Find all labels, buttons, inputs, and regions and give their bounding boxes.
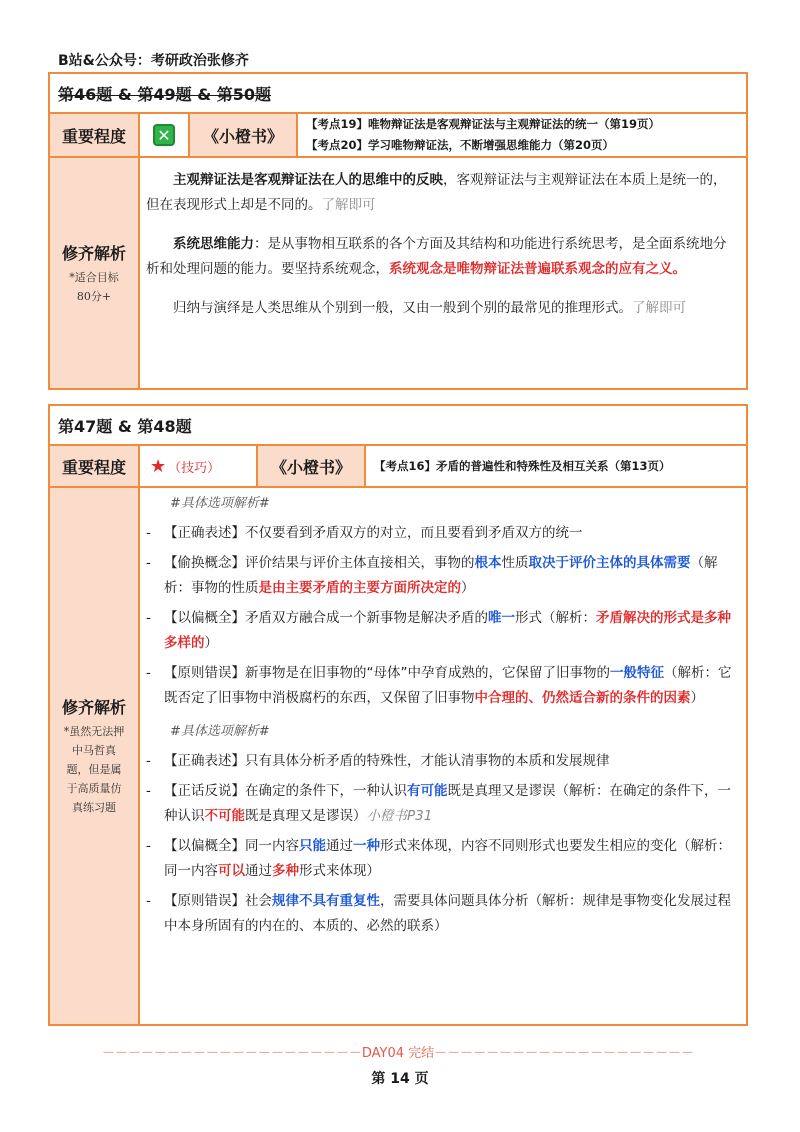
option-a1: [146, 521, 736, 546]
analysis-row: [50, 488, 746, 1024]
t: 【正确表述】只有具体分析矛盾的特殊性，才能认清事物的本质和发展规律: [164, 752, 610, 769]
importance-value: [140, 446, 258, 486]
t-blue: 一般特征: [610, 665, 664, 681]
t: 既是真理又是谬误（解析：在确定的条件下，一种认识: [164, 783, 731, 824]
section-title: [50, 74, 746, 114]
option-text: [164, 749, 736, 774]
footer-divider: －－－－－－－－－－－－－－－－－－－－DAY04 完结－－－－－－－－－－－－－－－－－－－－: [101, 1046, 695, 1061]
t-blue: 有可能: [407, 783, 448, 799]
section-q47-48: [48, 404, 748, 1026]
t-red: 多种: [272, 862, 299, 879]
p1-text: ，客观辩证法与主观辩证法在本质上是统一的，但在表现形式上却是不同的。: [146, 172, 727, 213]
t: 形式来体现，内容不同则形式也要发生相应的变化（解析：同一内容: [164, 838, 731, 879]
t: 【原则错误】社会: [164, 893, 272, 909]
paragraph-3: [146, 296, 736, 321]
red-star-icon: ★: [150, 455, 167, 477]
importance-label: [50, 446, 140, 486]
t-red: 是由主要矛盾的主要方面所决定的: [258, 579, 461, 596]
option-a4: [146, 661, 736, 710]
option-b1: [146, 749, 736, 774]
option-text: [164, 521, 736, 546]
t: （解析：事物的性质: [164, 555, 718, 596]
t: 通过: [326, 838, 353, 854]
option-a2: [146, 551, 736, 600]
key-point-19: 【考点19】唯物辩证法是客观辩证法与主观辩证法的统一（第19页）: [306, 117, 661, 131]
analysis-content: [50, 158, 746, 388]
t: 【以偏概全】同一内容: [164, 838, 299, 854]
option-text: [164, 606, 736, 655]
p2-bold: 系统思维能力: [173, 236, 254, 252]
option-text: [164, 661, 736, 710]
t: ）: [690, 689, 704, 706]
key-point-16: 【考点16】矛盾的普遍性和特殊性及相互关系（第13页）: [374, 458, 671, 473]
book-name-text: 《小橙书》: [270, 457, 351, 477]
t-blue: 只能: [299, 838, 326, 854]
t-red: 中合理的、仍然适合新的条件的因素: [474, 689, 691, 706]
page-header: B站&公众号：考研政治张修齐: [58, 53, 249, 69]
option-b4: [146, 889, 736, 938]
p3-text: 归纳与演绎是人类思维从个别到一般，又由一般到个别的最常见的推理形式。: [173, 300, 632, 316]
option-text: [164, 889, 736, 938]
section-title: [50, 406, 746, 446]
analysis-label: [50, 488, 140, 1024]
t: 形式（解析：: [515, 610, 596, 626]
key-points: [298, 114, 746, 156]
dash: -: [146, 752, 151, 769]
t: ，需要具体问题具体分析（解析：规律是事物变化发展过程中本身所固有的内在的、本质的、必然的联系）: [164, 893, 731, 934]
p1-note: 了解即可: [321, 197, 376, 213]
options-heading-2: #具体选项解析#: [170, 724, 270, 739]
analysis-note: *适合目标80分+: [69, 270, 119, 303]
option-b3: [146, 834, 736, 883]
t: 性质: [501, 555, 529, 571]
book-name: [190, 114, 298, 156]
t: 形式来体现）: [299, 862, 380, 879]
dash: -: [146, 665, 151, 681]
analysis-content: [50, 488, 746, 1024]
t-blue: 根本: [474, 555, 502, 571]
dash: -: [146, 555, 151, 571]
option-a3: [146, 606, 736, 655]
analysis-row: [50, 158, 746, 388]
analysis-label-text: 修齐解析: [61, 243, 126, 263]
key-points: [366, 446, 746, 486]
paragraph-1: [146, 168, 736, 218]
option-text: [164, 779, 736, 828]
t-red: 不可能: [204, 807, 245, 824]
analysis-label: [50, 158, 140, 388]
key-point-20: 【考点20】学习唯物辩证法，不断增强思维能力（第20页）: [306, 138, 615, 152]
options-heading-1: #具体选项解析#: [170, 496, 270, 511]
importance-label-text: 重要程度: [61, 126, 126, 146]
dash: -: [146, 783, 151, 799]
t-blue: 一种: [353, 838, 380, 854]
p3-note: 了解即可: [632, 300, 686, 316]
option-text: [164, 834, 736, 883]
t: 【正确表述】不仅要看到矛盾双方的对立，而且要看到矛盾双方的统一: [164, 524, 583, 541]
section-q46-49-50: [48, 72, 748, 390]
book-name: [258, 446, 366, 486]
page-number: 第 14 页: [371, 1071, 429, 1087]
book-name-text: 《小橙书》: [202, 126, 283, 146]
dash: -: [146, 524, 151, 541]
t: 既是真理又是谬误）: [245, 807, 367, 824]
t-grey: 小橙书P31: [366, 807, 433, 824]
section-title-text: 第47题 & 第48题: [58, 416, 192, 436]
p2-text: ：是从事物相互联系的各个方面及其结构和功能进行系统思考，是全面系统地分析和处理问题的能力。要坚持系统观念，: [146, 236, 727, 277]
importance-value: [140, 114, 190, 156]
option-text: [164, 551, 736, 600]
p2-red: 系统观念是唯物辩证法普遍联系观念的应有之义。: [389, 261, 686, 277]
section-title-text: 第46题 & 第49题 & 第50题: [58, 84, 271, 104]
t: 通过: [245, 862, 272, 879]
dash: -: [146, 893, 151, 909]
t: 【正话反说】在确定的条件下，一种认识: [164, 783, 407, 799]
dash: -: [146, 838, 151, 854]
importance-label: [50, 114, 140, 156]
dash: -: [146, 610, 151, 626]
t-blue: 取决于评价主体的具体需要: [528, 555, 691, 571]
t: 【以偏概全】矛盾双方融合成一个新事物是解决矛盾的: [164, 610, 488, 626]
t: ）: [461, 579, 475, 596]
paragraph-2: [146, 232, 736, 282]
star-note: （技巧）: [168, 460, 221, 476]
p1-bold: 主观辩证法是客观辩证法在人的思维中的反映: [173, 172, 443, 188]
analysis-label-text: 修齐解析: [61, 698, 126, 717]
t: 【偷换概念】评价结果与评价主体直接相关，事物的: [164, 555, 475, 571]
t-red: 矛盾解决的形式是多种多样的: [164, 610, 731, 651]
importance-label-text: 重要程度: [61, 457, 126, 477]
t: （解析：它既否定了旧事物中消极腐朽的东西，又保留了旧事物: [164, 665, 732, 706]
t-blue: 规律不具有重复性: [272, 893, 380, 909]
t: 【原则错误】新事物是在旧事物的“母体”中孕育成熟的，它保留了旧事物的: [164, 665, 610, 681]
t-blue: 唯一: [488, 610, 515, 626]
t: ）: [204, 634, 218, 651]
importance-row: [50, 446, 746, 488]
analysis-note: *虽然无法押中马哲真题，但是属于高质量仿真练习题: [63, 725, 125, 814]
importance-row: [50, 114, 746, 158]
t-red: 可以: [218, 862, 245, 879]
option-b2: [146, 779, 736, 828]
green-x-box-icon: ✕: [153, 124, 175, 146]
